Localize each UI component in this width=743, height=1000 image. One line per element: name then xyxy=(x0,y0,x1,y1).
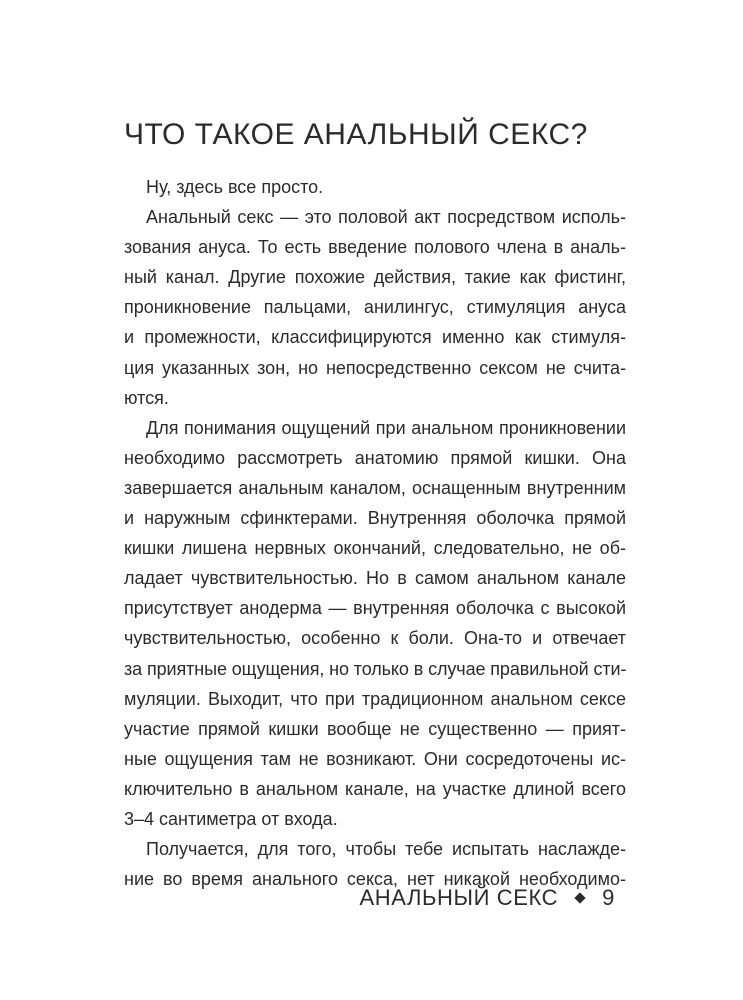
diamond-separator-icon xyxy=(574,892,585,903)
text-line: участие прямой кишки вообще не существенно — прият- xyxy=(124,718,626,739)
text-line: 3–4 сантиметра от входа. xyxy=(124,808,338,829)
page-footer xyxy=(359,885,615,911)
chapter-heading: ЧТО ТАКОЕ АНАЛЬНЫЙ СЕКС? xyxy=(124,118,588,151)
text-line: Получается, для того, чтобы тебе испытать наслажде- xyxy=(146,839,626,860)
page-number: 9 xyxy=(602,885,615,910)
text-line: проникновение пальцами, анилингус, стимуляция ануса xyxy=(124,297,626,318)
text-line: ние во время анального секса, нет никакой необходимо- xyxy=(124,869,626,890)
text-line: за приятные ощущения, но только в случае правильной сти- xyxy=(124,658,627,679)
running-title: АНАЛЬНЫЙ СЕКС xyxy=(359,885,559,910)
text-line: присутствует анодерма — внутренняя оболочка с высокой xyxy=(124,598,626,619)
text-line: ный канал. Другие похожие действия, такие как фистинг, xyxy=(124,267,626,288)
text-line: ются. xyxy=(124,387,169,408)
text-line: муляции. Выходит, что при традиционном анальном сексе xyxy=(124,688,626,709)
text-line: завершается анальным каналом, оснащенным внутренним xyxy=(124,477,626,498)
text-line: и промежности, классифицируются именно как стимуля- xyxy=(124,327,626,348)
body-text xyxy=(124,172,626,894)
text-line: чувствительностью, особенно к боли. Она-то и отвечает xyxy=(124,628,626,649)
text-line: зования ануса. То есть введение полового члена в аналь- xyxy=(124,237,626,258)
text-line: ция указанных зон, но непосредственно сексом не счита- xyxy=(124,357,626,378)
text-line: Ну, здесь все просто. xyxy=(146,177,324,197)
text-line: ключительно в анальном канале, на участке длиной всего xyxy=(124,778,626,799)
text-line: Для понимания ощущений при анальном проникновении xyxy=(146,417,626,438)
text-line: ные ощущения там не возникают. Они сосредоточены ис- xyxy=(124,748,626,769)
text-line: необходимо рассмотреть анатомию прямой кишки. Она xyxy=(124,447,626,468)
text-line: кишки лишена нервных окончаний, следовательно, не об- xyxy=(124,538,626,559)
text-line: и наружным сфинктерами. Внутренняя оболочка прямой xyxy=(124,508,626,529)
text-line: Анальный секс — это половой акт посредством исполь- xyxy=(146,207,626,228)
text-line: ладает чувствительностью. Но в самом анальном канале xyxy=(124,568,626,589)
